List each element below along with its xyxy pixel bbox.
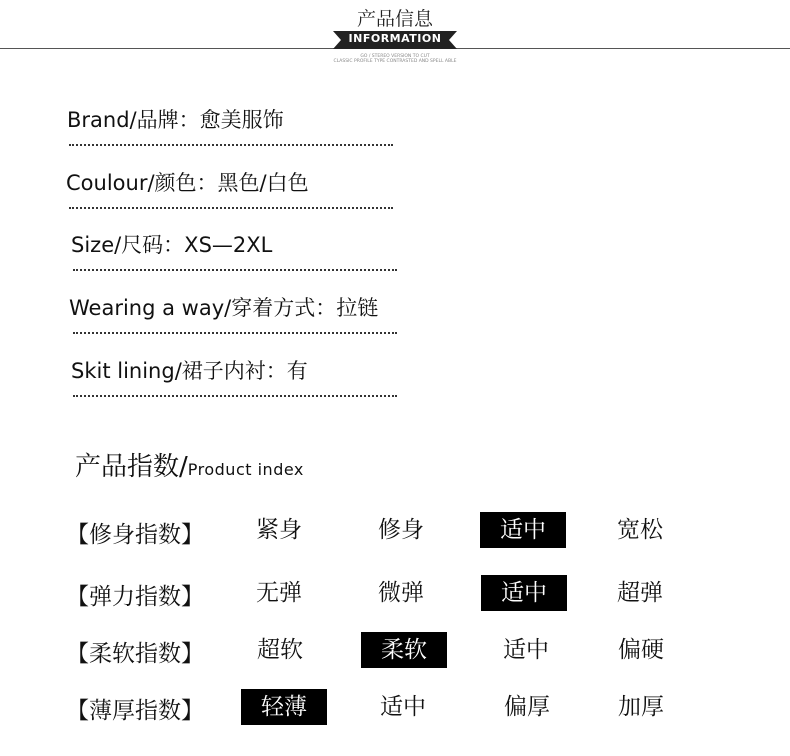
index-option: 紧身 <box>256 517 302 543</box>
index-option: 适中 <box>503 637 549 663</box>
banner-fine-print <box>320 54 470 64</box>
fine-print-line: CLASSIC PROFILE TYPE CONTRASTED AND SPELL ABLE <box>333 59 457 64</box>
index-option: 超软 <box>257 637 303 663</box>
product-index-title-en: Product index <box>187 460 304 479</box>
index-option: 微弹 <box>378 580 424 606</box>
index-option: 加厚 <box>618 694 664 720</box>
info-colour: Coulour/颜色：黑色/白色 <box>66 171 309 195</box>
info-brand: Brand/品牌：愈美服饰 <box>67 108 284 132</box>
information-banner <box>333 31 457 49</box>
index-option: 超弹 <box>617 580 663 606</box>
info-skirt-lining: Skit lining/裙子内衬：有 <box>71 359 308 383</box>
index-option-selected: 适中 <box>481 575 567 611</box>
index-label: 【薄厚指数】 <box>66 698 204 724</box>
banner-label: INFORMATION <box>348 32 442 45</box>
index-option-selected: 柔软 <box>361 632 447 668</box>
dotted-divider <box>73 269 397 271</box>
product-index-title-zh: 产品指数/ <box>75 452 188 482</box>
index-option: 适中 <box>380 694 426 720</box>
page-title: 产品信息 <box>356 8 433 30</box>
index-option: 偏硬 <box>618 637 664 663</box>
dotted-divider <box>73 332 397 334</box>
index-option-selected: 轻薄 <box>241 689 327 725</box>
info-size: Size/尺码：XS—2XL <box>71 233 273 257</box>
dotted-divider <box>69 144 393 146</box>
dotted-divider <box>69 207 393 209</box>
index-option: 无弹 <box>256 580 302 606</box>
index-label: 【修身指数】 <box>66 522 204 548</box>
info-wearing-way: Wearing a way/穿着方式：拉链 <box>69 296 379 320</box>
dotted-divider <box>73 395 397 397</box>
product-index-title <box>75 446 304 483</box>
index-option: 修身 <box>378 517 424 543</box>
index-label: 【弹力指数】 <box>66 584 204 610</box>
index-option: 宽松 <box>617 517 663 543</box>
fine-print-line: GO / STEREO VERSION TO CUT <box>360 54 430 59</box>
index-label: 【柔软指数】 <box>66 641 204 667</box>
index-option-selected: 适中 <box>480 512 566 548</box>
index-option: 偏厚 <box>504 694 550 720</box>
